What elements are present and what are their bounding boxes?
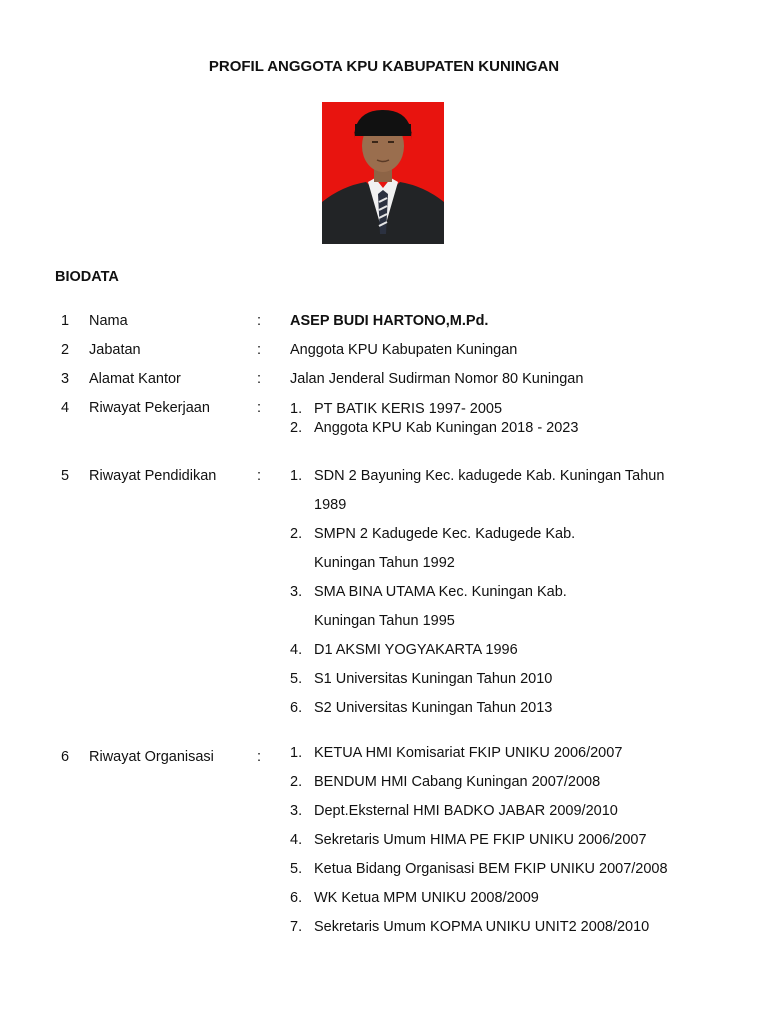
list-item-text: PT BATIK KERIS 1997- 2005 [314,401,503,417]
work-history-list [290,400,690,438]
list-number: 2. [290,420,303,436]
education-history-list [290,462,685,723]
list-item-text: SDN 2 Bayuning Kec. kadugede Kab. Kuningan Tahun 1989 [314,468,665,513]
list-number: 6. [290,890,303,906]
list-number: 4. [290,642,303,658]
section-heading-biodata: BIODATA [55,269,119,285]
row-number: 4 [61,400,70,416]
row-colon: : [257,371,262,387]
row-label: Riwayat Organisasi [89,749,214,765]
row-number: 1 [61,313,70,329]
list-item [290,913,710,942]
list-number: 7. [290,919,303,935]
list-item-text: S2 Universitas Kuningan Tahun 2013 [314,700,553,716]
row-colon: : [257,400,262,416]
list-number: 1. [290,468,303,484]
row-colon: : [257,313,262,329]
list-item-text: Dept.Eksternal HMI BADKO JABAR 2009/2010 [314,803,618,819]
row-colon: : [257,342,262,358]
row-value: Anggota KPU Kabupaten Kuningan [290,342,518,358]
list-item [290,665,685,694]
list-item [290,739,710,768]
list-number: 4. [290,832,303,848]
list-number: 3. [290,803,303,819]
row-colon: : [257,468,262,484]
profile-photo [322,102,444,244]
list-item-text: WK Ketua MPM UNIKU 2008/2009 [314,890,539,906]
organization-history-list [290,739,710,942]
list-item [290,520,579,578]
list-number: 3. [290,584,303,600]
list-item-text: SMA BINA UTAMA Kec. Kuningan Kab. Kuningan Tahun 1995 [314,584,567,629]
list-number: 5. [290,671,303,687]
list-item [290,884,710,913]
list-item [290,578,579,636]
list-item [290,419,690,438]
row-label: Riwayat Pekerjaan [89,400,210,416]
list-item [290,855,710,884]
list-number: 6. [290,700,303,716]
row-number: 2 [61,342,70,358]
list-number: 2. [290,774,303,790]
list-item-text: Sekretaris Umum HIMA PE FKIP UNIKU 2006/2007 [314,832,647,848]
row-number: 6 [61,749,70,765]
row-number: 3 [61,371,70,387]
row-label: Alamat Kantor [89,371,181,387]
list-item [290,694,685,723]
list-item [290,400,690,419]
list-item [290,826,710,855]
row-value: Jalan Jenderal Sudirman Nomor 80 Kuningan [290,371,584,387]
list-item-text: Anggota KPU Kab Kuningan 2018 - 2023 [314,420,579,436]
list-item-text: KETUA HMI Komisariat FKIP UNIKU 2006/2007 [314,745,623,761]
row-colon: : [257,749,262,765]
list-item-text: Sekretaris Umum KOPMA UNIKU UNIT2 2008/2010 [314,919,650,935]
list-item [290,636,685,665]
list-item-text: S1 Universitas Kuningan Tahun 2010 [314,671,553,687]
list-number: 5. [290,861,303,877]
list-number: 1. [290,401,303,417]
list-item [290,462,685,520]
list-item-text: D1 AKSMI YOGYAKARTA 1996 [314,642,518,658]
list-item-text: BENDUM HMI Cabang Kuningan 2007/2008 [314,774,601,790]
list-item-text: SMPN 2 Kadugede Kec. Kadugede Kab. Kuningan Tahun 1992 [314,526,576,571]
row-label: Riwayat Pendidikan [89,468,217,484]
list-number: 1. [290,745,303,761]
row-label: Jabatan [89,342,141,358]
list-item-text: Ketua Bidang Organisasi BEM FKIP UNIKU 2007/2008 [314,861,668,877]
document-title: PROFIL ANGGOTA KPU KABUPATEN KUNINGAN [208,58,560,75]
list-number: 2. [290,526,303,542]
list-item [290,768,710,797]
row-value-name: ASEP BUDI HARTONO,M.Pd. [290,313,489,329]
row-label: Nama [89,313,128,329]
list-item [290,797,710,826]
row-number: 5 [61,468,70,484]
